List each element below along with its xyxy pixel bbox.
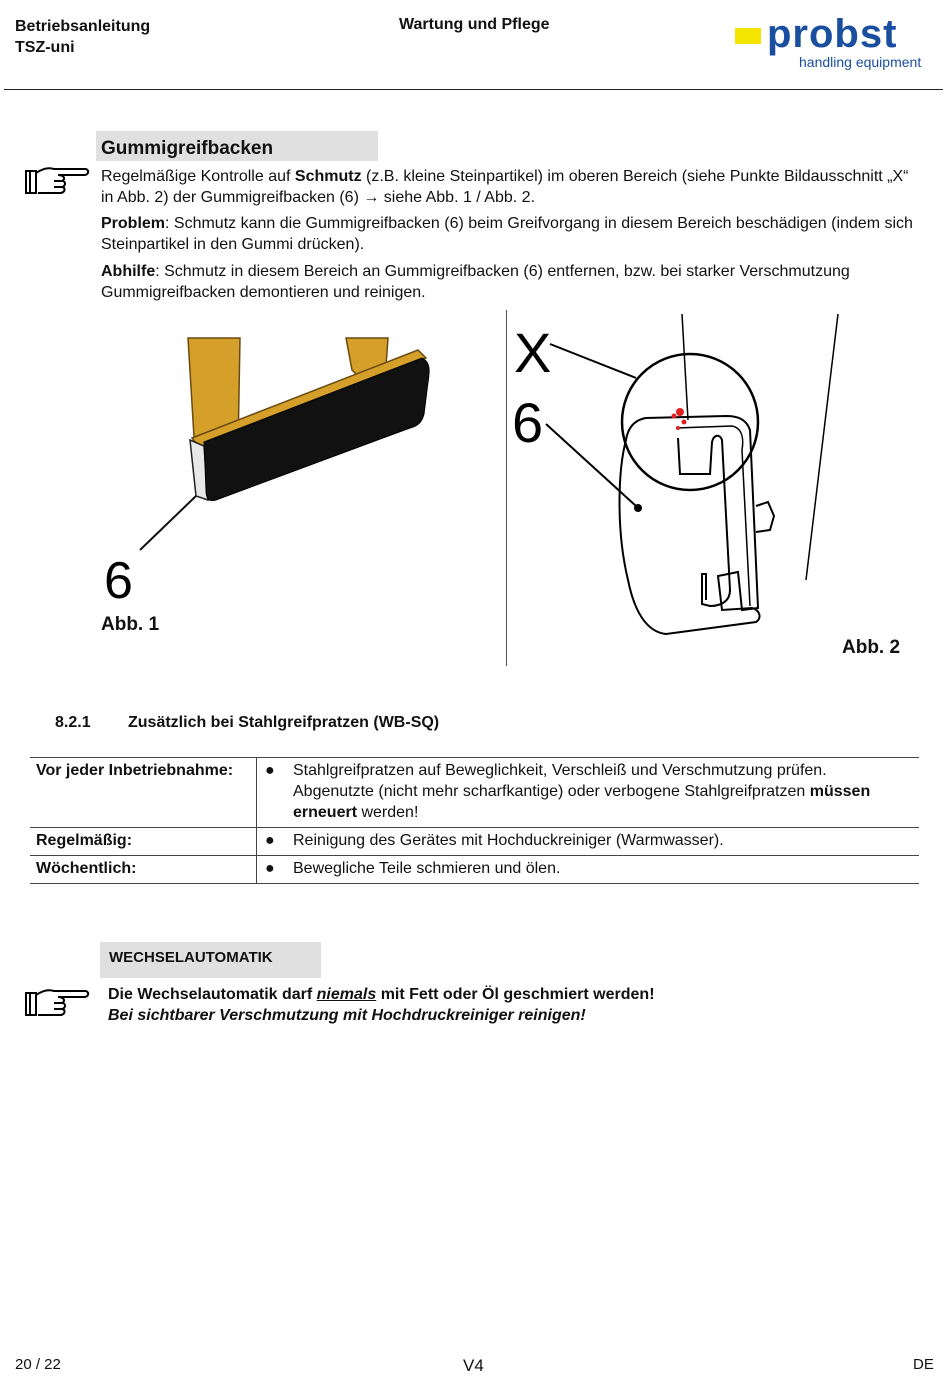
logo-subtitle: handling equipment <box>799 54 922 70</box>
row-content <box>257 758 920 828</box>
logo-bar-gap <box>735 44 761 48</box>
p3-text: : Schmutz in diesem Bereich an Gummigreifbacken (6) entfernen, bzw. bei starker Verschmutzung Gummigreifbacken demontieren und reinigen. <box>101 263 850 301</box>
warn-text-a: Die Wechselautomatik darf <box>108 986 317 1003</box>
table-row <box>30 856 919 884</box>
paragraph-abhilfe <box>101 261 921 303</box>
row0-text-a: Stahlgreifpratzen auf Beweglichkeit, Verschleiß und Verschmutzung prüfen. Abgenutzte (nicht mehr scharfkantige) oder verbogene Stahlgreifpratzen <box>293 762 827 800</box>
version: V4 <box>463 1356 484 1375</box>
p1-text-a: Regelmäßige Kontrolle auf <box>101 168 295 185</box>
header-rule <box>4 89 943 90</box>
section-title-wechselautomatik: WECHSELAUTOMATIK <box>100 942 321 978</box>
paragraph-kontrolle <box>101 166 921 208</box>
warning-line-2 <box>108 1005 655 1026</box>
pointing-hand-icon <box>24 163 90 199</box>
table-row <box>30 828 919 856</box>
paragraph-problem <box>101 213 921 255</box>
section-title-gummigreifbacken: Gummigreifbacken <box>96 131 378 161</box>
pointing-hand-icon <box>24 985 90 1021</box>
page-number: 20 / 22 <box>15 1356 61 1373</box>
p2-text: : Schmutz kann die Gummigreifbacken (6) beim Greifvorgang in diesem Bereich beschädigen (indem sich Steinpartikel in den Gummi drücken). <box>101 215 913 253</box>
fig2-caption: Abb. 2 <box>842 637 901 658</box>
warning-line-1 <box>108 984 655 1005</box>
warning-text <box>108 984 655 1026</box>
language: DE <box>913 1356 934 1373</box>
warn-line2-text: Bei sichtbarer Verschmutzung mit Hochdruckreiniger reinigen! <box>108 1007 586 1024</box>
bullet: ● <box>265 832 275 849</box>
figure-2-greifbacke-detail <box>506 310 856 666</box>
row-text: Reinigung des Gerätes mit Hochduckreiniger (Warmwasser). <box>293 832 724 849</box>
fig1-caption: Abb. 1 <box>101 614 160 635</box>
row-label: Regelmäßig: <box>30 828 257 856</box>
fig2-callout-x: X <box>514 321 552 384</box>
row-content <box>257 856 920 884</box>
subsection-title: Zusätzlich bei Stahlgreifpratzen (WB-SQ) <box>128 714 440 731</box>
probst-logo <box>735 12 935 74</box>
model-name: TSZ-uni <box>15 39 75 56</box>
bullet: ● <box>265 762 275 779</box>
p2-label: Problem <box>101 215 166 232</box>
section-name: Wartung und Pflege <box>399 16 550 33</box>
p1-text-c: (z.B. kleine Steinpartikel) im oberen Bereich (siehe Punkte Bildausschnitt „X“ in Abb. 2) der Gummigreifbacken (6) → siehe Abb. 1 / Abb. 2. <box>101 168 909 206</box>
warn-emphasis: niemals <box>316 986 377 1003</box>
row-label: Vor jeder Inbetriebnahme: <box>30 758 257 828</box>
row-label: Wöchentlich: <box>30 856 257 884</box>
row-content <box>257 828 920 856</box>
fig2-callout-6: 6 <box>512 391 544 454</box>
subsection-number: 8.2.1 <box>55 714 91 731</box>
maintenance-table <box>30 757 919 884</box>
header-doc-info <box>15 16 150 58</box>
warn-text-c: mit Fett oder Öl geschmiert werden! <box>376 986 655 1003</box>
doc-type: Betriebsanleitung <box>15 18 151 35</box>
row-text <box>293 760 893 823</box>
row-text: Bewegliche Teile schmieren und ölen. <box>293 860 561 877</box>
p3-label: Abhilfe <box>101 263 156 280</box>
p1-text-bold: Schmutz <box>294 168 362 185</box>
row0-text-bold: müssen erneuert <box>293 783 871 821</box>
figure-1-gummigreifbacken <box>100 330 440 630</box>
table-row <box>30 758 919 828</box>
logo-word: probst <box>767 12 898 56</box>
bullet: ● <box>265 860 275 877</box>
fig1-callout-6: 6 <box>104 552 133 610</box>
row0-text-c: werden! <box>357 804 419 821</box>
